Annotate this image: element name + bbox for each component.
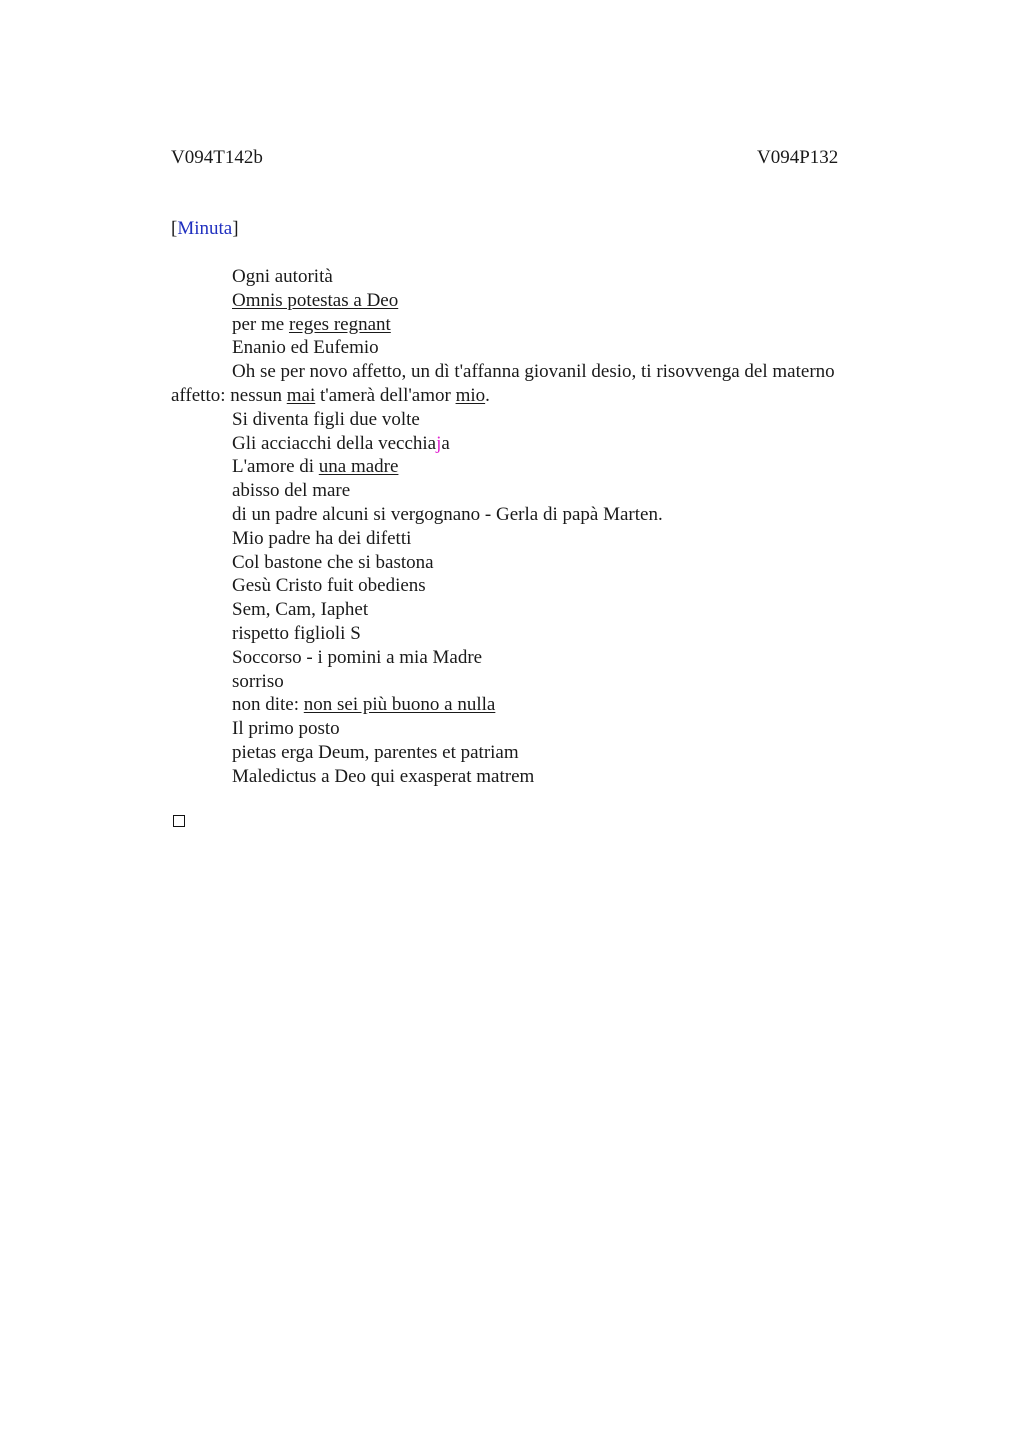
line-text: Oh se per novo affetto, un dì t'affanna giovanil desio, ti risovvenga del materno affetto: nessun: [171, 361, 835, 406]
note-line: Enanio ed Eufemio: [232, 337, 379, 359]
document-code-left: V094T142b: [171, 147, 263, 168]
underlined-phrase: non sei più buono a nulla: [303, 694, 496, 716]
underlined-word: mio: [455, 384, 486, 406]
note-line: [171, 455, 891, 479]
note-line: Soccorso - i pomini a mia Madre: [232, 646, 483, 668]
note-line: [171, 432, 891, 456]
note-body: [171, 265, 891, 789]
underlined-word: mai: [286, 384, 316, 406]
note-line: Mio padre ha dei difetti: [232, 527, 412, 549]
note-line: Col bastone che si bastona: [232, 551, 434, 573]
line-text: a: [441, 432, 450, 454]
note-line: [171, 693, 891, 717]
line-text: .: [485, 384, 490, 406]
note-line: Si diventa figli due volte: [232, 408, 420, 430]
note-line: [171, 289, 891, 313]
note-line: pietas erga Deum, parentes et patriam: [232, 741, 519, 763]
note-line: [171, 313, 891, 337]
line-text: L'amore di: [232, 456, 319, 478]
document-code-right: V094P132: [757, 147, 839, 168]
square-outline-icon: [173, 815, 185, 827]
section-label: [171, 218, 239, 240]
underlined-phrase: una madre: [318, 456, 399, 478]
note-line: sorriso: [232, 670, 284, 692]
note-line: Il primo posto: [232, 718, 340, 740]
note-line: abisso del mare: [232, 480, 351, 502]
note-line: rispetto figlioli S: [232, 622, 361, 644]
line-text: t'amerà dell'amor: [315, 384, 456, 406]
note-line: di un padre alcuni si vergognano - Gerla di papà Marten.: [232, 503, 663, 525]
underlined-phrase: Omnis potestas a Deo: [232, 289, 399, 311]
note-line-wrapped: [171, 360, 891, 408]
line-text: non dite:: [232, 694, 304, 716]
note-line: Sem, Cam, Iaphet: [232, 599, 369, 621]
label-close-bracket: ]: [232, 218, 239, 239]
note-line: Gesù Cristo fuit obediens: [232, 575, 426, 597]
label-open-bracket: [: [171, 218, 178, 239]
note-line: Maledictus a Deo qui exasperat matrem: [232, 765, 535, 787]
line-text: Gli acciacchi della vecchia: [232, 432, 437, 454]
label-word: Minuta: [177, 218, 233, 239]
line-text: per me: [232, 313, 289, 335]
underlined-phrase: reges regnant: [288, 313, 391, 335]
note-line: Ogni autorità: [232, 266, 333, 287]
highlighted-letter: j: [436, 432, 442, 454]
